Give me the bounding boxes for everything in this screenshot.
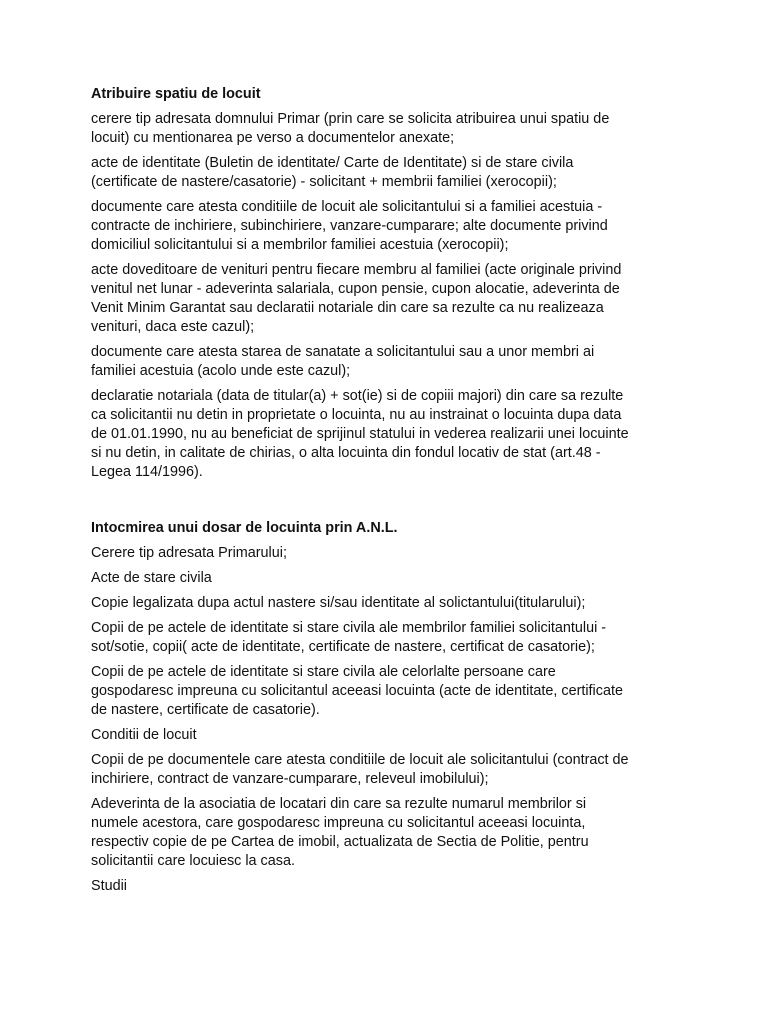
text-line: gospodaresc impreuna cu solicitantul aceeasi locuinta (acte de identitate, certificate [91,683,623,699]
paragraph [91,154,691,192]
text-line: documente care atesta conditiile de locuit ale solicitantului si a familiei acestuia - [91,199,603,215]
paragraph [91,198,691,255]
text-line: locuit) cu mentionarea pe verso a documentelor anexate; [91,130,455,146]
text-line: documente care atesta starea de sanatate a solicitantului sau a unor membri ai [91,344,595,360]
text-line: Copie legalizata dupa actul nastere si/sau identitate al solictantului(titularului); [91,595,586,611]
section-1-body [91,110,691,482]
text-line: venituri, daca este cazul); [91,319,255,335]
section-1-title: Atribuire spatiu de locuit [91,86,261,102]
document-page [91,85,691,902]
text-line: Copii de pe actele de identitate si stare civila ale celorlalte persoane care [91,664,556,680]
text-line: de 01.01.1990, nu au beneficiat de sprijinul statului in vederea realizarii unei locuinte [91,426,629,442]
text-line: (certificate de nastere/casatorie) - solicitant + membrii familiei (xerocopii); [91,174,557,190]
section-2-title: Intocmirea unui dosar de locuinta prin A.N.L. [91,520,398,536]
text-line: Conditii de locuit [91,727,197,743]
text-line: Adeverinta de la asociatia de locatari din care sa rezulte numarul membrilor si [91,796,587,812]
text-line: acte doveditoare de venituri pentru fiecare membru al familiei (acte originale privind [91,262,622,278]
text-line: Studii [91,878,127,894]
paragraph [91,751,691,789]
text-line: respectiv copie de pe Cartea de imobil, actualizata de Sectia de Politie, pentru [91,834,589,850]
text-line: si nu detin, in calitate de chirias, o alta locuinta din fondul locativ de stat (art.48 - [91,445,601,461]
paragraph [91,663,691,720]
section-spacer [91,488,691,519]
paragraph [91,343,691,381]
text-line: venitul net lunar - adeverinta salariala, cupon pensie, cupon alocatie, adeverinta de [91,281,620,297]
paragraph [91,726,691,745]
paragraph [91,877,691,896]
text-line: Legea 114/1996). [91,464,203,480]
text-line: solicitantii care locuiesc la casa. [91,853,295,869]
paragraph [91,569,691,588]
text-line: Acte de stare civila [91,570,212,586]
paragraph [91,795,691,871]
text-line: Cerere tip adresata Primarului; [91,545,287,561]
text-line: inchiriere, contract de vanzare-cumparare, releveul imobilului); [91,771,489,787]
text-line: Venit Minim Garantat sau declaratii notariale din care sa rezulte ca nu realizeaza [91,300,604,316]
paragraph [91,619,691,657]
paragraph [91,110,691,148]
text-line: declaratie notariala (data de titular(a) + sot(ie) si de copiii majori) din care sa rezulte [91,388,624,404]
text-line: Copii de pe documentele care atesta conditiile de locuit ale solicitantului (contract de [91,752,629,768]
text-line: contracte de inchiriere, subinchiriere, vanzare-cumparare; alte documente privind [91,218,608,234]
paragraph [91,544,691,563]
text-line: de nastere, certificate de casatorie). [91,702,320,718]
paragraph [91,594,691,613]
text-line: sot/sotie, copii( acte de identitate, certificate de nastere, certificat de casatorie); [91,639,595,655]
text-line: cerere tip adresata domnului Primar (prin care se solicita atribuirea unui spatiu de [91,111,610,127]
paragraph [91,387,691,482]
text-line: familiei acestuia (acolo unde este cazul); [91,363,351,379]
text-line: acte de identitate (Buletin de identitate/ Carte de Identitate) si de stare civila [91,155,574,171]
paragraph [91,261,691,337]
section-2-body [91,544,691,896]
text-line: domiciliul solicitantului si a membrilor familiei acestuia (xerocopii); [91,237,509,253]
text-line: numele acestora, care gospodaresc impreuna cu solicitantul aceeasi locuinta, [91,815,586,831]
text-line: ca solicitantii nu detin in proprietate o locuinta, nu au instrainat o locuinta dupa data [91,407,622,423]
text-line: Copii de pe actele de identitate si stare civila ale membrilor familiei solicitantului - [91,620,607,636]
